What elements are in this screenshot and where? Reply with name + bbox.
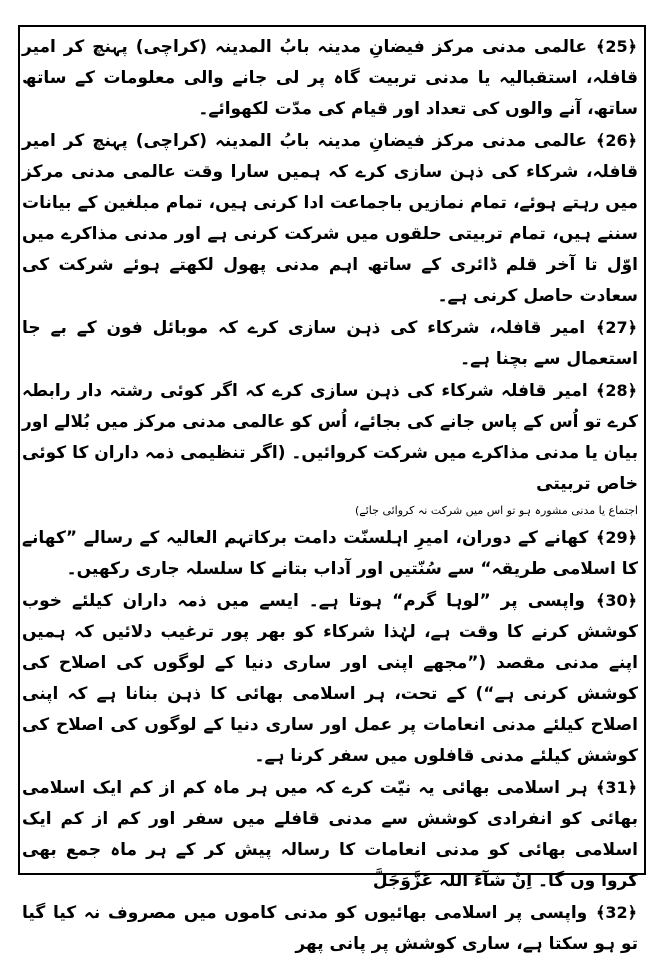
paragraph-text: عالمی مدنی مرکز فیضانِ مدینہ بابُ المدینہ (کراچی) پہنچ کر امیر قافلہ، شرکاء کی ذہن سازی کرے کہ ہمیں سارا وقت عالمی مدنی مرکز میں رہتے ہوئے، تمام نمازیں باجماعت ادا کرنی ہیں، تمام مبلغین کے بیانات سننے ہیں، تمام تربیتی حلقوں میں شرکت کرنی ہے اور مدنی مذاکرے میں اوّل تا آخر قلم ڈائری کے ساتھ اہم مدنی پھول لکھتے ہوئے شرکت کی سعادت حاصل کرنی ہے۔ [22, 131, 638, 306]
item-number: ﴿25﴾ [595, 37, 637, 56]
paragraph-28 [22, 375, 638, 500]
paragraph-text: واپسی پر اسلامی بھائیوں کو مدنی کاموں میں مصروف نہ کیا گیا تو ہو سکتا ہے، ساری کوشش پر پانی پھر [22, 903, 638, 954]
paragraph-26 [22, 125, 638, 312]
item-number: ﴿27﴾ [596, 318, 638, 337]
item-number: ﴿28﴾ [595, 381, 637, 400]
item-number: ﴿26﴾ [595, 131, 637, 150]
paragraph-text-mid: دامت برکاتہم العالیہ کے رسالے [77, 528, 337, 548]
paragraph-text: عالمی مدنی مرکز فیضانِ مدینہ بابُ المدینہ (کراچی) پہنچ کر امیر قافلہ، استقبالیہ یا مدنی تربیت گاہ پر لی جانے والی معلومات کے ساتھ ساتھ، آنے والوں کی تعداد اور قیام کی مدّت لکھوائے۔ [22, 37, 638, 119]
paragraph-31 [22, 772, 638, 897]
page-content [22, 31, 638, 954]
item-number: ﴿31﴾ [595, 778, 637, 797]
paragraph-text-post: سے سُنّتیں اور آداب بتانے کا سلسلہ جاری رکھیں۔ [66, 559, 475, 579]
paragraph-text: واپسی پر ”لوہا گرم“ ہوتا ہے۔ ایسے میں ذمہ داران کیلئے خوب کوشش کرنے کا وقت ہے، لہٰذا شرکاء کو بھر پور ترغیب دلائیں کہ ہمیں اپنے مدنی مقصد (”مجھے اپنی اور ساری دنیا کے لوگوں کی اصلاح کی کوشش کرنی ہے“) کے تحت، ہر اسلامی بھائی کا ذہن بنانا ہے کہ اپنی اصلاح کیلئے مدنی انعامات پر عمل اور ساری دنیا کے لوگوں کی اصلاح کی کوشش کیلئے مدنی قافلوں میں سفر کرنا ہے۔ [22, 591, 638, 766]
book-title: ”کھانے کا اسلامی طریقہ“ [22, 528, 638, 579]
paragraph-29 [22, 522, 638, 585]
paragraph-28-note: اجتماع یا مدنی مشورہ ہو تو اس میں شرکت نہ کروائی جائے) [355, 504, 638, 517]
paragraph-30 [22, 585, 638, 772]
paragraph-25 [22, 31, 638, 125]
paragraph-27 [22, 312, 638, 375]
item-number: ﴿29﴾ [596, 528, 638, 547]
paragraph-text-pre: کھانے کے دوران، [448, 528, 589, 548]
paragraph-text: امیر قافلہ شرکاء کی ذہن سازی کرے کہ اگر کوئی رشتہ دار رابطہ کرے تو اُس کے پاس جانے کی بجائے، اُس کو عالمی مدنی مرکز میں بُلالے اور بیان یا مدنی مذاکرے میں شرکت کروائیں۔ (اگر تنظیمی ذمہ داران کا کوئی خاص تربیتی [22, 381, 638, 494]
paragraph-32 [22, 897, 638, 960]
paragraph-text: امیر قافلہ، شرکاء کی ذہن سازی کرے کہ موبائل فون کے بے جا استعمال سے بچنا ہے۔ [22, 318, 638, 369]
paragraph-text: ہر اسلامی بھائی یہ نیّت کرے کہ میں ہر ماہ کم از کم ایک اسلامی بھائی کو انفرادی کوشش سے مدنی قافلے میں سفر اور کم از کم ایک اسلامی بھائی کو مدنی انعامات کا رسالہ پیش کر کے ہر ماہ جمع بھی کروا وں گا۔ اِنْ شَآءَ اللہ عَزَّوَجَلَّ [22, 778, 638, 891]
item-number: ﴿32﴾ [595, 903, 637, 922]
item-number: ﴿30﴾ [595, 591, 637, 610]
emphasis-title: امیرِ اہلسنّت [343, 528, 449, 548]
